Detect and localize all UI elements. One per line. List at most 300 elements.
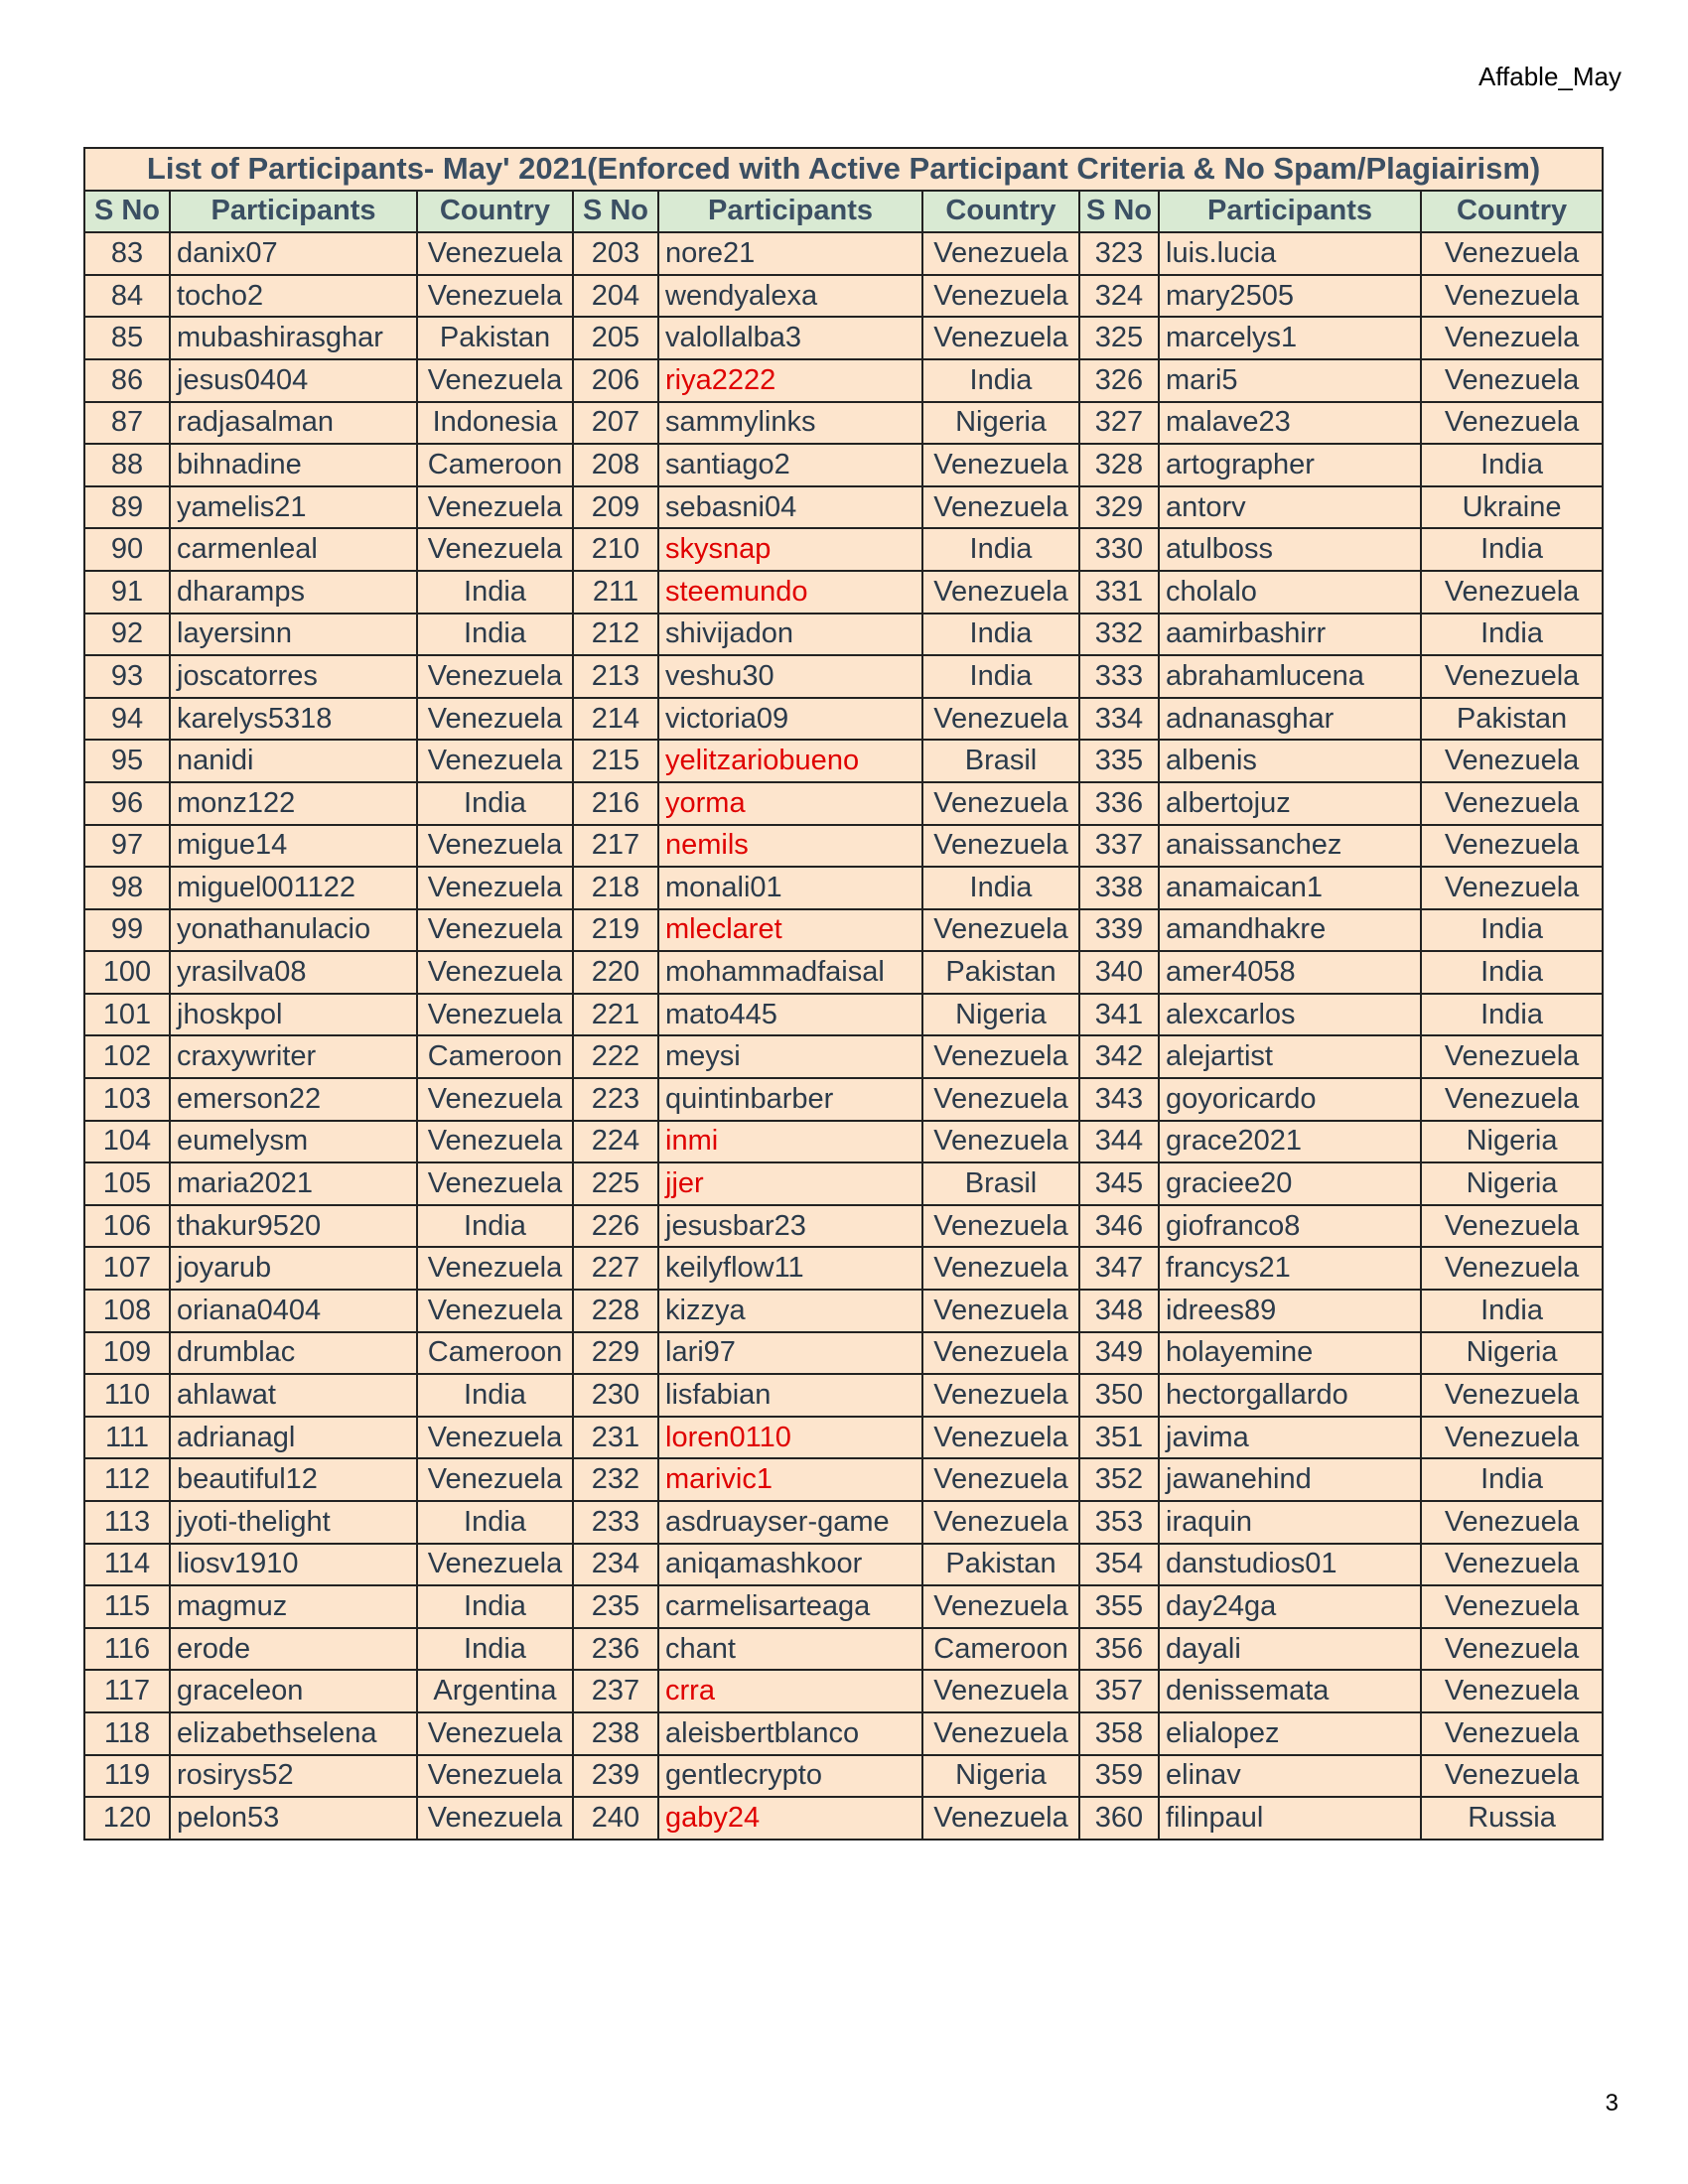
serial-number-cell: 345 bbox=[1079, 1162, 1159, 1205]
serial-number-cell: 96 bbox=[84, 782, 170, 825]
country-cell: Venezuela bbox=[417, 1290, 573, 1332]
serial-number-cell: 113 bbox=[84, 1501, 170, 1544]
country-cell: Cameroon bbox=[417, 1332, 573, 1375]
participant-name-cell: nemils bbox=[658, 825, 922, 868]
column-header-sno: S No bbox=[1079, 191, 1159, 233]
serial-number-cell: 217 bbox=[573, 825, 658, 868]
participant-name-cell: marivic1 bbox=[658, 1458, 922, 1501]
participant-name-cell: kizzya bbox=[658, 1290, 922, 1332]
serial-number-cell: 210 bbox=[573, 528, 658, 571]
participant-name-cell: bihnadine bbox=[170, 444, 417, 486]
country-cell: Venezuela bbox=[417, 951, 573, 994]
participant-name-cell: denissemata bbox=[1159, 1670, 1421, 1712]
country-cell: Venezuela bbox=[922, 1501, 1079, 1544]
participant-name-cell: abrahamlucena bbox=[1159, 655, 1421, 698]
serial-number-cell: 346 bbox=[1079, 1205, 1159, 1248]
country-cell: Cameroon bbox=[417, 444, 573, 486]
country-cell: Venezuela bbox=[417, 1247, 573, 1290]
serial-number-cell: 323 bbox=[1079, 232, 1159, 275]
participant-name-cell: pelon53 bbox=[170, 1797, 417, 1840]
serial-number-cell: 216 bbox=[573, 782, 658, 825]
country-cell: Argentina bbox=[417, 1670, 573, 1712]
serial-number-cell: 235 bbox=[573, 1585, 658, 1628]
participant-name-cell: luis.lucia bbox=[1159, 232, 1421, 275]
table-row bbox=[84, 1121, 1603, 1163]
serial-number-cell: 204 bbox=[573, 275, 658, 318]
country-cell: Venezuela bbox=[922, 486, 1079, 529]
country-cell: Venezuela bbox=[417, 1797, 573, 1840]
participant-name-cell: joyarub bbox=[170, 1247, 417, 1290]
serial-number-cell: 237 bbox=[573, 1670, 658, 1712]
participant-name-cell: elinav bbox=[1159, 1755, 1421, 1798]
country-cell: Venezuela bbox=[922, 1374, 1079, 1417]
participant-name-cell: miguel001122 bbox=[170, 867, 417, 909]
serial-number-cell: 332 bbox=[1079, 614, 1159, 656]
serial-number-cell: 215 bbox=[573, 740, 658, 782]
serial-number-cell: 110 bbox=[84, 1374, 170, 1417]
participants-table bbox=[83, 147, 1604, 1841]
serial-number-cell: 205 bbox=[573, 317, 658, 359]
country-cell: Venezuela bbox=[1421, 1035, 1603, 1078]
serial-number-cell: 116 bbox=[84, 1628, 170, 1671]
table-row bbox=[84, 317, 1603, 359]
country-cell: Venezuela bbox=[417, 1121, 573, 1163]
serial-number-cell: 359 bbox=[1079, 1755, 1159, 1798]
country-cell: Venezuela bbox=[1421, 402, 1603, 445]
participant-name-cell: veshu30 bbox=[658, 655, 922, 698]
participant-name-cell: drumblac bbox=[170, 1332, 417, 1375]
country-cell: Nigeria bbox=[922, 1755, 1079, 1798]
country-cell: Venezuela bbox=[1421, 359, 1603, 402]
serial-number-cell: 203 bbox=[573, 232, 658, 275]
participant-name-cell: alejartist bbox=[1159, 1035, 1421, 1078]
country-cell: Pakistan bbox=[1421, 698, 1603, 741]
table-row bbox=[84, 1035, 1603, 1078]
country-cell: India bbox=[1421, 528, 1603, 571]
table-row bbox=[84, 1628, 1603, 1671]
serial-number-cell: 348 bbox=[1079, 1290, 1159, 1332]
country-cell: Venezuela bbox=[922, 1458, 1079, 1501]
serial-number-cell: 352 bbox=[1079, 1458, 1159, 1501]
country-cell: Venezuela bbox=[1421, 571, 1603, 614]
table-title: List of Participants- May' 2021(Enforced with Active Participant Criteria & No Spam/Plagiairism) bbox=[84, 148, 1603, 191]
participant-name-cell: day24ga bbox=[1159, 1585, 1421, 1628]
country-cell: Venezuela bbox=[922, 1417, 1079, 1459]
participant-name-cell: mohammadfaisal bbox=[658, 951, 922, 994]
participant-name-cell: grace2021 bbox=[1159, 1121, 1421, 1163]
country-cell: Venezuela bbox=[417, 1755, 573, 1798]
country-cell: Venezuela bbox=[922, 1035, 1079, 1078]
table-row bbox=[84, 951, 1603, 994]
country-cell: Venezuela bbox=[1421, 275, 1603, 318]
table-row bbox=[84, 1374, 1603, 1417]
participant-name-cell: sebasni04 bbox=[658, 486, 922, 529]
country-cell: Venezuela bbox=[922, 1797, 1079, 1840]
participant-name-cell: gentlecrypto bbox=[658, 1755, 922, 1798]
serial-number-cell: 227 bbox=[573, 1247, 658, 1290]
participant-name-cell: gaby24 bbox=[658, 1797, 922, 1840]
country-cell: Venezuela bbox=[417, 698, 573, 741]
participant-name-cell: maria2021 bbox=[170, 1162, 417, 1205]
table-row bbox=[84, 1544, 1603, 1586]
country-cell: Venezuela bbox=[417, 740, 573, 782]
country-cell: India bbox=[417, 1501, 573, 1544]
participant-name-cell: nore21 bbox=[658, 232, 922, 275]
serial-number-cell: 239 bbox=[573, 1755, 658, 1798]
participant-name-cell: quintinbarber bbox=[658, 1078, 922, 1121]
serial-number-cell: 206 bbox=[573, 359, 658, 402]
serial-number-cell: 104 bbox=[84, 1121, 170, 1163]
participant-name-cell: francys21 bbox=[1159, 1247, 1421, 1290]
country-cell: India bbox=[417, 782, 573, 825]
participant-name-cell: sammylinks bbox=[658, 402, 922, 445]
participant-name-cell: emerson22 bbox=[170, 1078, 417, 1121]
serial-number-cell: 208 bbox=[573, 444, 658, 486]
serial-number-cell: 339 bbox=[1079, 909, 1159, 952]
country-cell: India bbox=[1421, 994, 1603, 1036]
serial-number-cell: 234 bbox=[573, 1544, 658, 1586]
country-cell: Cameroon bbox=[922, 1628, 1079, 1671]
serial-number-cell: 97 bbox=[84, 825, 170, 868]
participant-name-cell: rosirys52 bbox=[170, 1755, 417, 1798]
country-cell: Nigeria bbox=[1421, 1162, 1603, 1205]
serial-number-cell: 233 bbox=[573, 1501, 658, 1544]
participant-name-cell: jesusbar23 bbox=[658, 1205, 922, 1248]
participant-name-cell: aleisbertblanco bbox=[658, 1712, 922, 1755]
country-cell: Venezuela bbox=[417, 1417, 573, 1459]
country-cell: Venezuela bbox=[1421, 1374, 1603, 1417]
country-cell: India bbox=[1421, 444, 1603, 486]
country-cell: Venezuela bbox=[1421, 1544, 1603, 1586]
country-cell: Venezuela bbox=[922, 1332, 1079, 1375]
serial-number-cell: 223 bbox=[573, 1078, 658, 1121]
serial-number-cell: 228 bbox=[573, 1290, 658, 1332]
participant-name-cell: magmuz bbox=[170, 1585, 417, 1628]
table-row bbox=[84, 1712, 1603, 1755]
participant-name-cell: inmi bbox=[658, 1121, 922, 1163]
serial-number-cell: 232 bbox=[573, 1458, 658, 1501]
participant-name-cell: dharamps bbox=[170, 571, 417, 614]
country-cell: India bbox=[1421, 1290, 1603, 1332]
serial-number-cell: 108 bbox=[84, 1290, 170, 1332]
participant-name-cell: atulboss bbox=[1159, 528, 1421, 571]
serial-number-cell: 329 bbox=[1079, 486, 1159, 529]
column-header-country: Country bbox=[1421, 191, 1603, 233]
participant-name-cell: holayemine bbox=[1159, 1332, 1421, 1375]
table-row bbox=[84, 571, 1603, 614]
participant-name-cell: yelitzariobueno bbox=[658, 740, 922, 782]
participant-name-cell: mleclaret bbox=[658, 909, 922, 952]
participant-name-cell: yorma bbox=[658, 782, 922, 825]
serial-number-cell: 115 bbox=[84, 1585, 170, 1628]
column-header-participants: Participants bbox=[658, 191, 922, 233]
serial-number-cell: 336 bbox=[1079, 782, 1159, 825]
country-cell: Venezuela bbox=[922, 444, 1079, 486]
participant-name-cell: anaissanchez bbox=[1159, 825, 1421, 868]
serial-number-cell: 326 bbox=[1079, 359, 1159, 402]
serial-number-cell: 207 bbox=[573, 402, 658, 445]
serial-number-cell: 95 bbox=[84, 740, 170, 782]
country-cell: Venezuela bbox=[922, 1712, 1079, 1755]
serial-number-cell: 213 bbox=[573, 655, 658, 698]
table-row bbox=[84, 528, 1603, 571]
participant-name-cell: yamelis21 bbox=[170, 486, 417, 529]
country-cell: Venezuela bbox=[1421, 782, 1603, 825]
participant-name-cell: valollalba3 bbox=[658, 317, 922, 359]
country-cell: Venezuela bbox=[417, 1078, 573, 1121]
serial-number-cell: 350 bbox=[1079, 1374, 1159, 1417]
participant-name-cell: artographer bbox=[1159, 444, 1421, 486]
serial-number-cell: 225 bbox=[573, 1162, 658, 1205]
serial-number-cell: 355 bbox=[1079, 1585, 1159, 1628]
participant-name-cell: marcelys1 bbox=[1159, 317, 1421, 359]
participant-name-cell: loren0110 bbox=[658, 1417, 922, 1459]
serial-number-cell: 347 bbox=[1079, 1247, 1159, 1290]
serial-number-cell: 230 bbox=[573, 1374, 658, 1417]
serial-number-cell: 353 bbox=[1079, 1501, 1159, 1544]
country-cell: Venezuela bbox=[417, 1712, 573, 1755]
serial-number-cell: 100 bbox=[84, 951, 170, 994]
country-cell: Venezuela bbox=[922, 1247, 1079, 1290]
country-cell: India bbox=[1421, 909, 1603, 952]
serial-number-cell: 340 bbox=[1079, 951, 1159, 994]
participant-name-cell: elialopez bbox=[1159, 1712, 1421, 1755]
serial-number-cell: 83 bbox=[84, 232, 170, 275]
country-cell: Venezuela bbox=[1421, 1585, 1603, 1628]
serial-number-cell: 219 bbox=[573, 909, 658, 952]
serial-number-cell: 327 bbox=[1079, 402, 1159, 445]
participant-name-cell: liosv1910 bbox=[170, 1544, 417, 1586]
table-row bbox=[84, 444, 1603, 486]
participant-name-cell: lisfabian bbox=[658, 1374, 922, 1417]
column-header-sno: S No bbox=[573, 191, 658, 233]
serial-number-cell: 220 bbox=[573, 951, 658, 994]
serial-number-cell: 102 bbox=[84, 1035, 170, 1078]
serial-number-cell: 117 bbox=[84, 1670, 170, 1712]
table-row bbox=[84, 909, 1603, 952]
table-row bbox=[84, 614, 1603, 656]
country-cell: Venezuela bbox=[922, 1670, 1079, 1712]
participant-name-cell: albenis bbox=[1159, 740, 1421, 782]
participant-name-cell: eumelysm bbox=[170, 1121, 417, 1163]
participant-name-cell: beautiful12 bbox=[170, 1458, 417, 1501]
participant-name-cell: jesus0404 bbox=[170, 359, 417, 402]
serial-number-cell: 218 bbox=[573, 867, 658, 909]
country-cell: Brasil bbox=[922, 1162, 1079, 1205]
participant-name-cell: cholalo bbox=[1159, 571, 1421, 614]
country-cell: India bbox=[1421, 1458, 1603, 1501]
participant-name-cell: jjer bbox=[658, 1162, 922, 1205]
participant-name-cell: lari97 bbox=[658, 1332, 922, 1375]
country-cell: India bbox=[922, 867, 1079, 909]
country-cell: Venezuela bbox=[922, 232, 1079, 275]
serial-number-cell: 118 bbox=[84, 1712, 170, 1755]
country-cell: Venezuela bbox=[417, 232, 573, 275]
country-cell: Nigeria bbox=[1421, 1332, 1603, 1375]
country-cell: India bbox=[922, 359, 1079, 402]
serial-number-cell: 231 bbox=[573, 1417, 658, 1459]
participant-name-cell: yonathanulacio bbox=[170, 909, 417, 952]
country-cell: India bbox=[417, 1585, 573, 1628]
column-header-country: Country bbox=[922, 191, 1079, 233]
participant-name-cell: jhoskpol bbox=[170, 994, 417, 1036]
participant-name-cell: tocho2 bbox=[170, 275, 417, 318]
participant-name-cell: amandhakre bbox=[1159, 909, 1421, 952]
country-cell: India bbox=[922, 655, 1079, 698]
participant-name-cell: mary2505 bbox=[1159, 275, 1421, 318]
serial-number-cell: 356 bbox=[1079, 1628, 1159, 1671]
country-cell: Venezuela bbox=[1421, 1670, 1603, 1712]
country-cell: Venezuela bbox=[922, 1205, 1079, 1248]
participant-name-cell: steemundo bbox=[658, 571, 922, 614]
country-cell: Venezuela bbox=[1421, 1417, 1603, 1459]
serial-number-cell: 103 bbox=[84, 1078, 170, 1121]
country-cell: India bbox=[922, 614, 1079, 656]
participant-name-cell: alexcarlos bbox=[1159, 994, 1421, 1036]
participant-name-cell: shivijadon bbox=[658, 614, 922, 656]
country-cell: India bbox=[417, 1628, 573, 1671]
serial-number-cell: 114 bbox=[84, 1544, 170, 1586]
participant-name-cell: crra bbox=[658, 1670, 922, 1712]
table-row bbox=[84, 1205, 1603, 1248]
country-cell: Cameroon bbox=[417, 1035, 573, 1078]
serial-number-cell: 99 bbox=[84, 909, 170, 952]
participant-name-cell: malave23 bbox=[1159, 402, 1421, 445]
country-cell: Venezuela bbox=[417, 528, 573, 571]
country-cell: Venezuela bbox=[417, 1162, 573, 1205]
country-cell: Venezuela bbox=[417, 1544, 573, 1586]
country-cell: Venezuela bbox=[1421, 1712, 1603, 1755]
participant-name-cell: asdruayser-game bbox=[658, 1501, 922, 1544]
serial-number-cell: 236 bbox=[573, 1628, 658, 1671]
serial-number-cell: 337 bbox=[1079, 825, 1159, 868]
participant-name-cell: dayali bbox=[1159, 1628, 1421, 1671]
column-header-sno: S No bbox=[84, 191, 170, 233]
country-cell: India bbox=[417, 1374, 573, 1417]
table-row bbox=[84, 994, 1603, 1036]
country-cell: Venezuela bbox=[1421, 1501, 1603, 1544]
participant-name-cell: yrasilva08 bbox=[170, 951, 417, 994]
serial-number-cell: 335 bbox=[1079, 740, 1159, 782]
serial-number-cell: 112 bbox=[84, 1458, 170, 1501]
participant-name-cell: hectorgallardo bbox=[1159, 1374, 1421, 1417]
country-cell: Venezuela bbox=[1421, 1247, 1603, 1290]
serial-number-cell: 325 bbox=[1079, 317, 1159, 359]
table-row bbox=[84, 655, 1603, 698]
table-row bbox=[84, 740, 1603, 782]
participant-name-cell: layersinn bbox=[170, 614, 417, 656]
participant-name-cell: giofranco8 bbox=[1159, 1205, 1421, 1248]
serial-number-cell: 238 bbox=[573, 1712, 658, 1755]
country-cell: India bbox=[922, 528, 1079, 571]
participant-name-cell: mato445 bbox=[658, 994, 922, 1036]
country-cell: Venezuela bbox=[417, 994, 573, 1036]
country-cell: India bbox=[1421, 951, 1603, 994]
country-cell: Venezuela bbox=[1421, 317, 1603, 359]
participant-name-cell: idrees89 bbox=[1159, 1290, 1421, 1332]
country-cell: Venezuela bbox=[417, 867, 573, 909]
participant-name-cell: albertojuz bbox=[1159, 782, 1421, 825]
table-row bbox=[84, 782, 1603, 825]
country-cell: Venezuela bbox=[922, 782, 1079, 825]
participant-name-cell: carmelisarteaga bbox=[658, 1585, 922, 1628]
serial-number-cell: 88 bbox=[84, 444, 170, 486]
serial-number-cell: 87 bbox=[84, 402, 170, 445]
serial-number-cell: 211 bbox=[573, 571, 658, 614]
country-cell: Venezuela bbox=[417, 1458, 573, 1501]
country-cell: Venezuela bbox=[922, 317, 1079, 359]
serial-number-cell: 342 bbox=[1079, 1035, 1159, 1078]
serial-number-cell: 98 bbox=[84, 867, 170, 909]
country-cell: Venezuela bbox=[417, 825, 573, 868]
country-cell: Russia bbox=[1421, 1797, 1603, 1840]
table-row bbox=[84, 1078, 1603, 1121]
participant-name-cell: thakur9520 bbox=[170, 1205, 417, 1248]
participant-name-cell: skysnap bbox=[658, 528, 922, 571]
serial-number-cell: 101 bbox=[84, 994, 170, 1036]
serial-number-cell: 324 bbox=[1079, 275, 1159, 318]
country-cell: Nigeria bbox=[922, 994, 1079, 1036]
participant-name-cell: mari5 bbox=[1159, 359, 1421, 402]
table-row bbox=[84, 486, 1603, 529]
participant-name-cell: joscatorres bbox=[170, 655, 417, 698]
country-cell: Pakistan bbox=[922, 1544, 1079, 1586]
participant-name-cell: riya2222 bbox=[658, 359, 922, 402]
participant-name-cell: danstudios01 bbox=[1159, 1544, 1421, 1586]
serial-number-cell: 92 bbox=[84, 614, 170, 656]
country-cell: Indonesia bbox=[417, 402, 573, 445]
participant-name-cell: jawanehind bbox=[1159, 1458, 1421, 1501]
country-cell: Venezuela bbox=[1421, 825, 1603, 868]
serial-number-cell: 328 bbox=[1079, 444, 1159, 486]
country-cell: Pakistan bbox=[417, 317, 573, 359]
participant-name-cell: aamirbashirr bbox=[1159, 614, 1421, 656]
participant-name-cell: monz122 bbox=[170, 782, 417, 825]
serial-number-cell: 224 bbox=[573, 1121, 658, 1163]
participants-table-body bbox=[84, 232, 1603, 1840]
participant-name-cell: meysi bbox=[658, 1035, 922, 1078]
serial-number-cell: 214 bbox=[573, 698, 658, 741]
serial-number-cell: 349 bbox=[1079, 1332, 1159, 1375]
serial-number-cell: 343 bbox=[1079, 1078, 1159, 1121]
table-row bbox=[84, 1247, 1603, 1290]
serial-number-cell: 105 bbox=[84, 1162, 170, 1205]
table-row bbox=[84, 1417, 1603, 1459]
serial-number-cell: 89 bbox=[84, 486, 170, 529]
table-row bbox=[84, 359, 1603, 402]
participant-name-cell: amer4058 bbox=[1159, 951, 1421, 994]
serial-number-cell: 344 bbox=[1079, 1121, 1159, 1163]
serial-number-cell: 222 bbox=[573, 1035, 658, 1078]
participant-name-cell: jyoti-thelight bbox=[170, 1501, 417, 1544]
country-cell: India bbox=[417, 1205, 573, 1248]
country-cell: Brasil bbox=[922, 740, 1079, 782]
serial-number-cell: 357 bbox=[1079, 1670, 1159, 1712]
table-row bbox=[84, 1670, 1603, 1712]
country-cell: Venezuela bbox=[922, 1290, 1079, 1332]
country-cell: Venezuela bbox=[417, 486, 573, 529]
table-row bbox=[84, 1585, 1603, 1628]
participant-name-cell: goyoricardo bbox=[1159, 1078, 1421, 1121]
country-cell: Nigeria bbox=[922, 402, 1079, 445]
participant-name-cell: karelys5318 bbox=[170, 698, 417, 741]
country-cell: Venezuela bbox=[1421, 1205, 1603, 1248]
country-cell: Nigeria bbox=[1421, 1121, 1603, 1163]
table-row bbox=[84, 1755, 1603, 1798]
serial-number-cell: 90 bbox=[84, 528, 170, 571]
participant-name-cell: iraquin bbox=[1159, 1501, 1421, 1544]
table-row bbox=[84, 1501, 1603, 1544]
